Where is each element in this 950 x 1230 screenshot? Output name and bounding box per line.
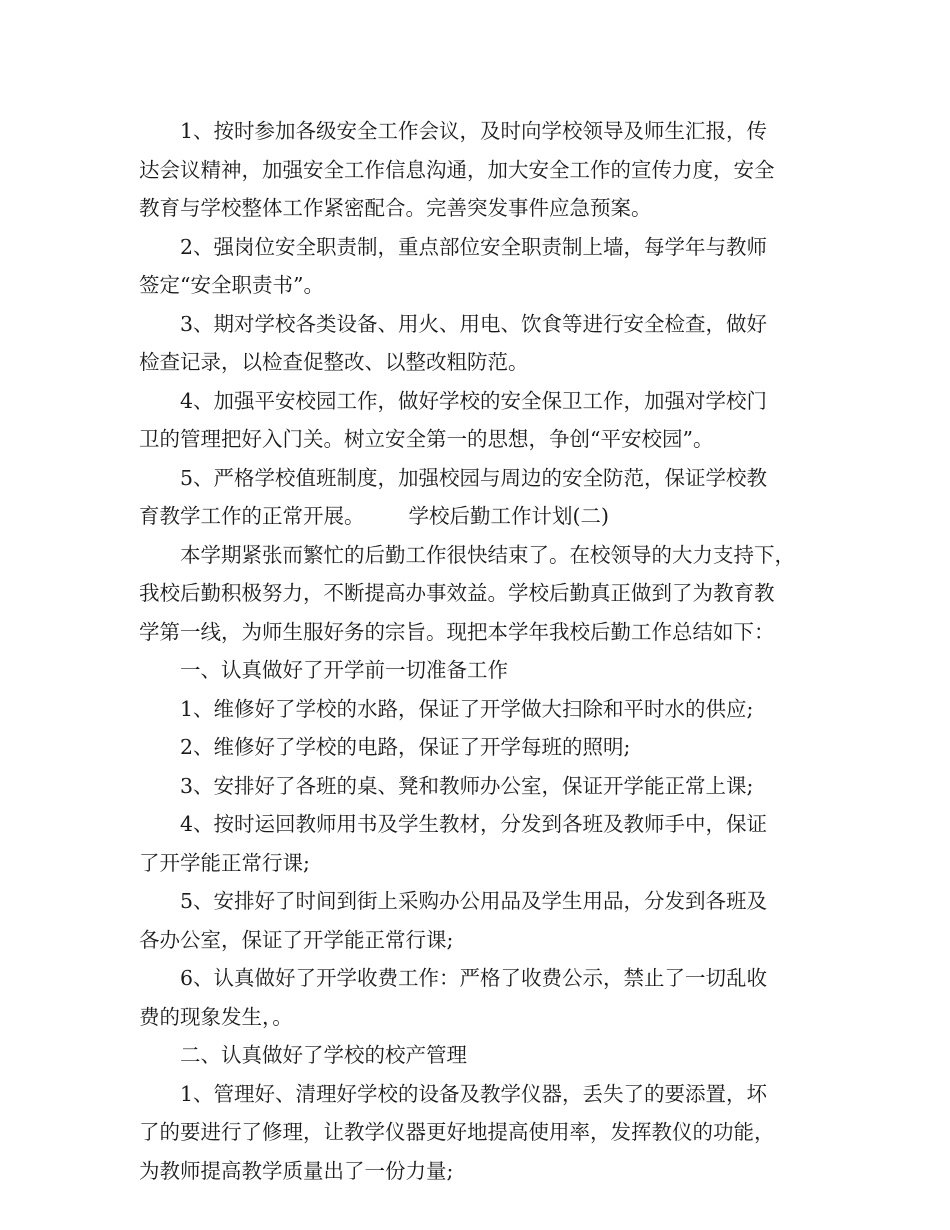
text-line bbox=[139, 497, 819, 536]
text-line bbox=[139, 767, 819, 806]
line-text: 费的现象发生，。 bbox=[139, 1004, 293, 1029]
line-text: 3、期对学校各类设备、用火、用电、饮食等进行安全检查，做好 bbox=[180, 311, 768, 336]
line-text: 卫的管理把好入门关。树立安全第一的思想，争创“平安校园”。 bbox=[139, 427, 714, 451]
line-text: 教育与学校整体工作紧密配合。完善突发事件应急预案。 bbox=[139, 196, 652, 220]
text-line bbox=[139, 228, 819, 267]
text-line bbox=[139, 382, 819, 421]
text-line bbox=[139, 728, 819, 767]
text-line bbox=[139, 112, 819, 151]
text-line bbox=[139, 998, 819, 1037]
text-line bbox=[139, 1075, 819, 1114]
line-text: 检查记录，以检查促整改、以整改粗防范。 bbox=[139, 350, 529, 374]
line-text: 达会议精神，加强安全工作信息沟通，加大安全工作的宣传力度，安全 bbox=[139, 157, 775, 182]
text-line bbox=[139, 1036, 819, 1075]
line-text: 一、认真做好了开学前一切准备工作 bbox=[180, 658, 508, 682]
line-text: 为教师提高教学质量出了一份力量; bbox=[139, 1158, 454, 1183]
text-line bbox=[139, 266, 819, 305]
text-line bbox=[139, 651, 819, 690]
line-text: 我校后勤积极努力，不断提高办事效益。学校后勤真正做到了为教育教 bbox=[139, 581, 775, 605]
text-line bbox=[139, 690, 819, 729]
line-text: 4、按时运回教师用书及学生教材，分发到各班及教师手中，保证 bbox=[180, 812, 768, 836]
line-text: 了的要进行了修理，让教学仪器更好地提高使用率，发挥教仪的功能， bbox=[139, 1120, 775, 1144]
line-text: 签定“安全职责书”。 bbox=[139, 273, 324, 297]
document-body bbox=[139, 112, 819, 1190]
line-text: 育教学工作的正常开展。 bbox=[139, 504, 365, 528]
text-line bbox=[139, 613, 819, 652]
text-line bbox=[139, 343, 819, 382]
line-text: 了开学能正常行课; bbox=[139, 850, 310, 875]
text-line bbox=[139, 459, 819, 498]
line-text: 5、严格学校值班制度，加强校园与周边的安全防范，保证学校教 bbox=[180, 465, 768, 490]
text-line bbox=[139, 305, 819, 344]
line-text: 二、认真做好了学校的校产管理 bbox=[180, 1043, 467, 1067]
line-text: 5、安排好了时间到街上采购办公用品及学生用品，分发到各班及 bbox=[180, 889, 768, 913]
text-line bbox=[139, 574, 819, 613]
text-line bbox=[139, 805, 819, 844]
text-line bbox=[139, 420, 819, 459]
line-text: 2、维修好了学校的电路，保证了开学每班的照明; bbox=[180, 735, 631, 759]
text-line bbox=[139, 536, 819, 575]
line-text: 各办公室，保证了开学能正常行课; bbox=[139, 927, 454, 952]
line-text: 本学期紧张而繁忙的后勤工作很快结束了。在校领导的大力支持下， bbox=[180, 542, 795, 567]
line-text: 1、管理好、清理好学校的设备及教学仪器，丢失了的要添置，坏 bbox=[180, 1081, 768, 1106]
text-line bbox=[139, 151, 819, 190]
text-line bbox=[139, 189, 819, 228]
line-text: 学第一线，为师生服好务的宗旨。现把本学年我校后勤工作总结如下： bbox=[139, 619, 775, 644]
line-text: 3、安排好了各班的桌、凳和教师办公室，保证开学能正常上课; bbox=[180, 773, 754, 798]
line-text: 6、认真做好了开学收费工作：严格了收费公示，禁止了一切乱收 bbox=[180, 966, 768, 990]
text-line bbox=[139, 959, 819, 998]
line-text: 4、加强平安校园工作，做好学校的安全保卫工作，加强对学校门 bbox=[180, 388, 768, 413]
text-line bbox=[139, 844, 819, 883]
text-line bbox=[139, 882, 819, 921]
line-text: 2、强岗位安全职责制，重点部位安全职责制上墙，每学年与教师 bbox=[180, 234, 768, 259]
section-heading: 学校后勤工作计划(二) bbox=[408, 504, 609, 528]
line-text: 1、维修好了学校的水路，保证了开学做大扫除和平时水的供应; bbox=[180, 696, 754, 721]
text-line bbox=[139, 1113, 819, 1152]
text-line bbox=[139, 1152, 819, 1191]
text-line bbox=[139, 921, 819, 960]
line-text: 1、按时参加各级安全工作会议，及时向学校领导及师生汇报，传 bbox=[180, 119, 768, 143]
